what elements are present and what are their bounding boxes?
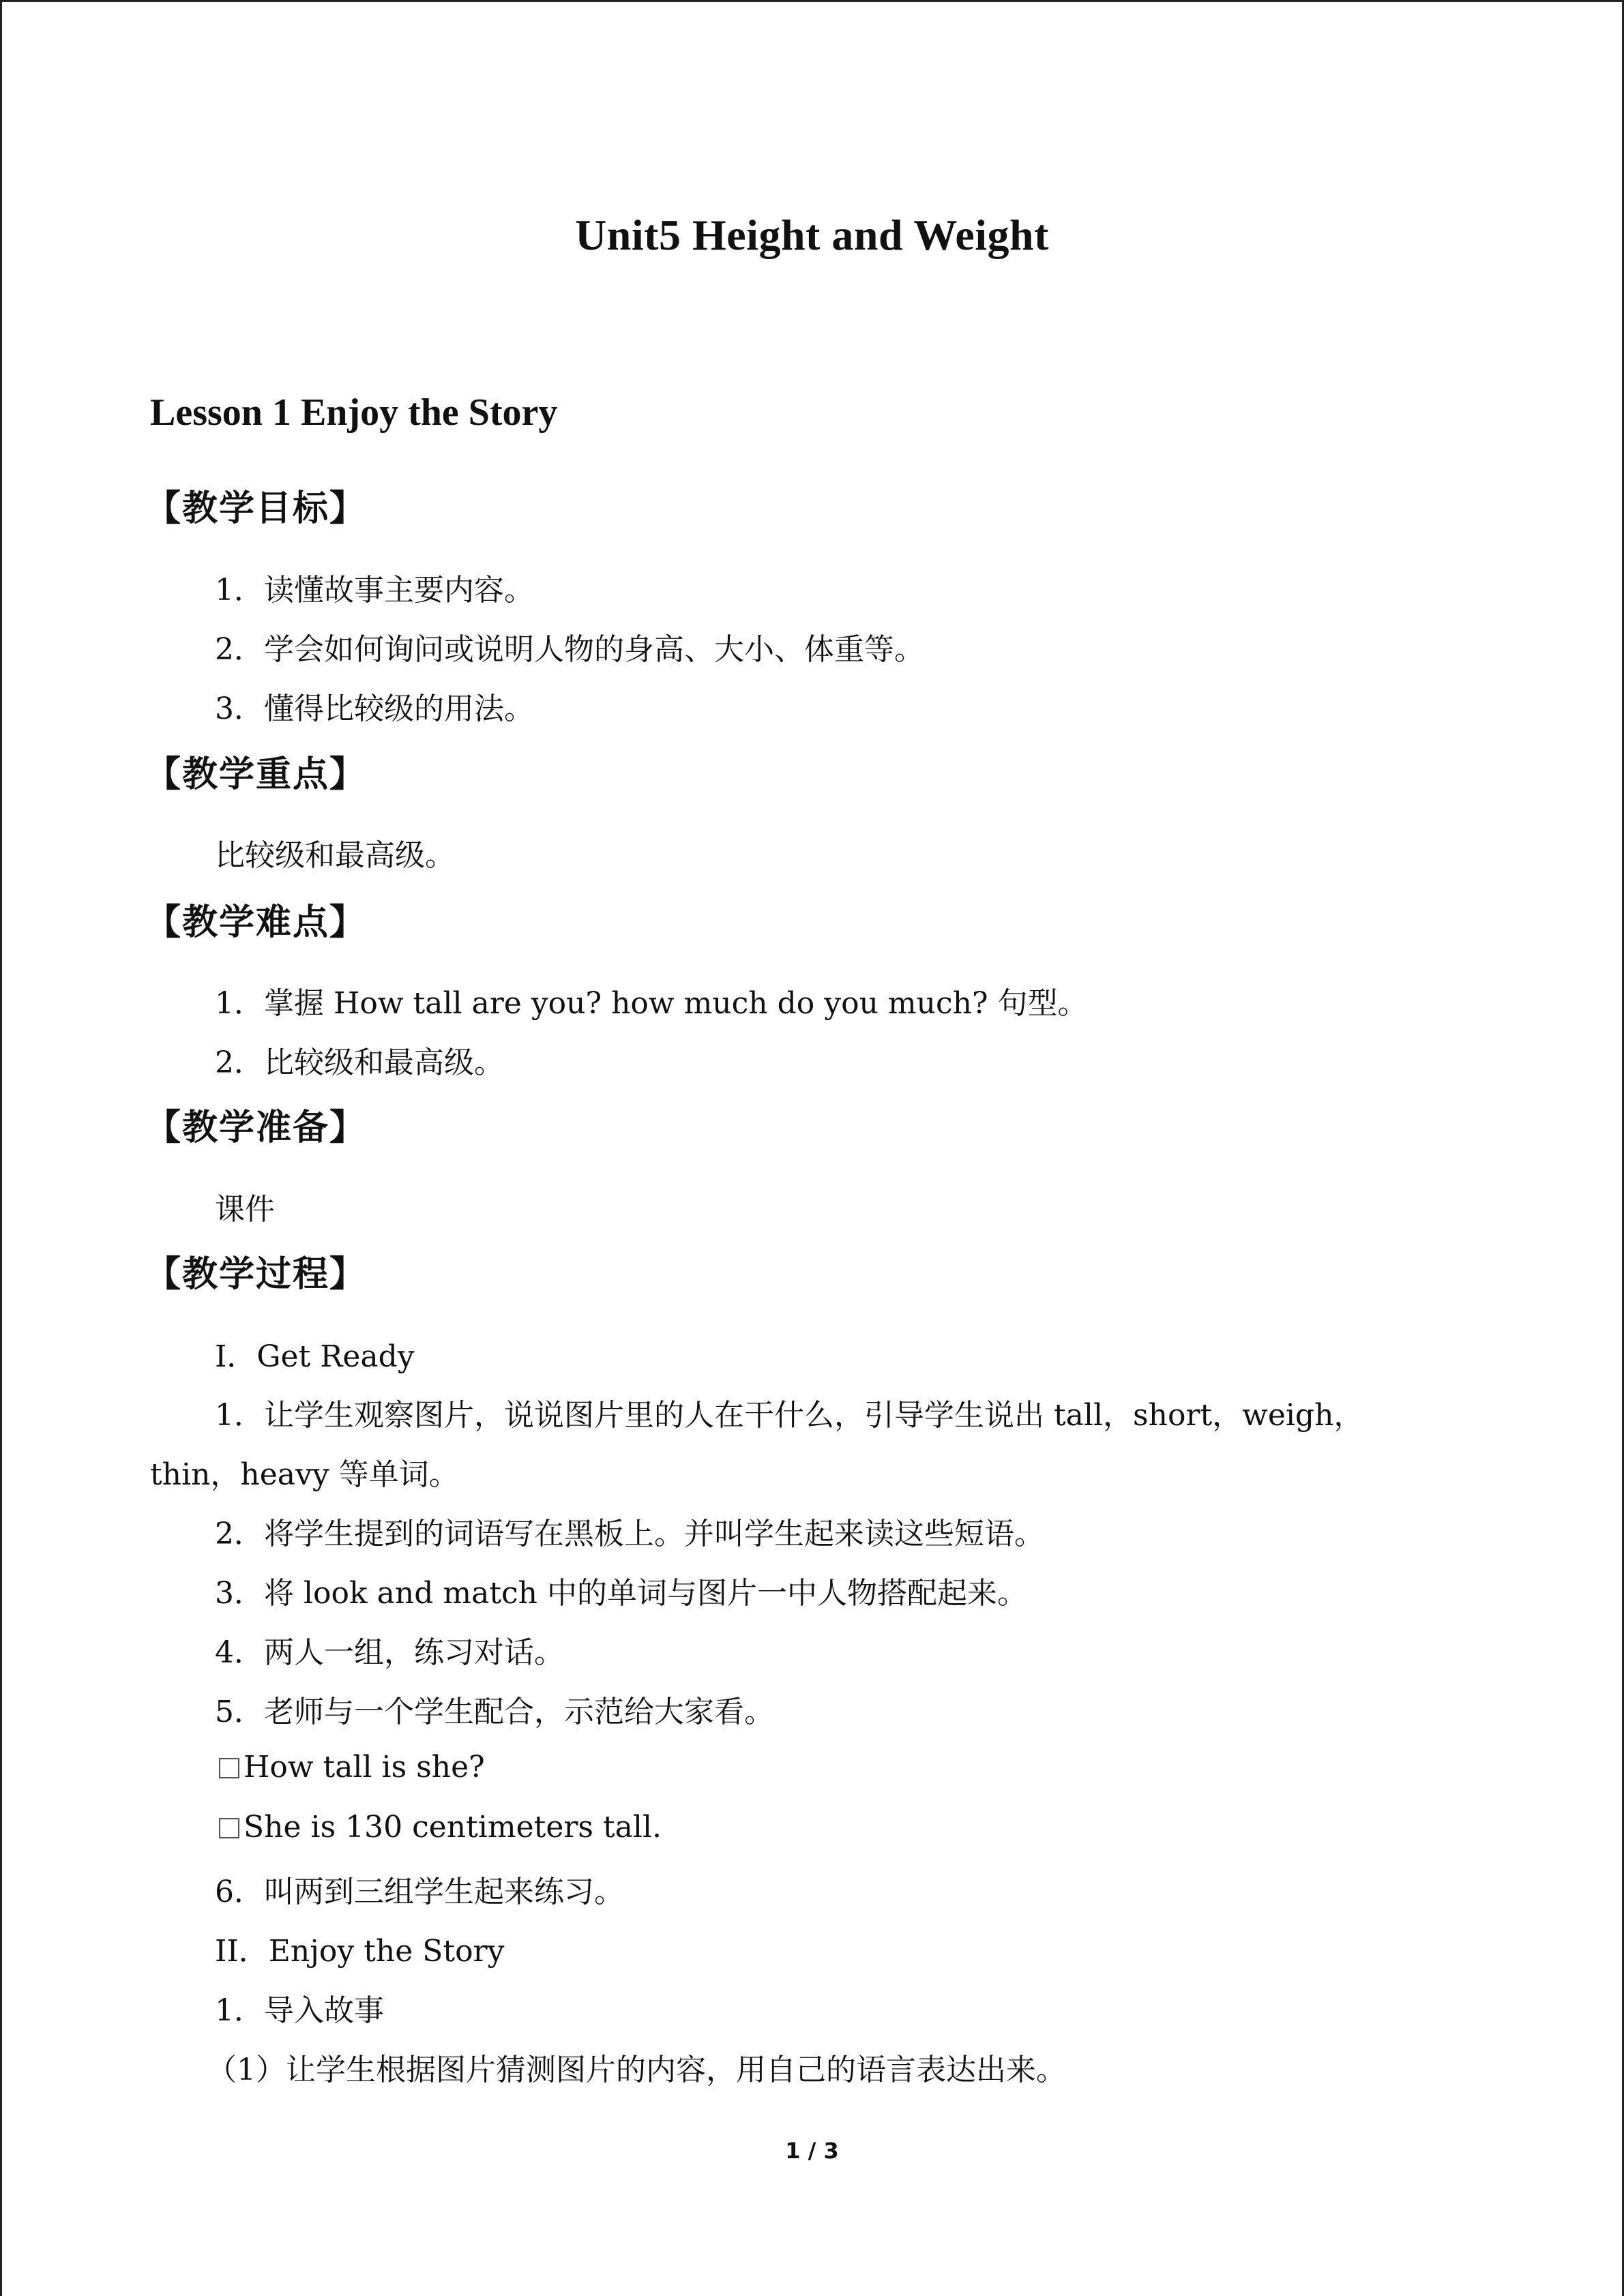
process-step6: 6．叫两到三组学生起来练习。 bbox=[215, 1875, 624, 1909]
section-key-points-heading: 【教学重点】 bbox=[145, 754, 367, 795]
section-difficulties-heading: 【教学难点】 bbox=[145, 902, 367, 943]
process-part2-sub1: （1）让学生根据图片猜测图片的内容，用自己的语言表达出来。 bbox=[207, 2053, 1066, 2087]
dialog-answer-line bbox=[219, 1810, 662, 1845]
lesson-heading: Lesson 1 Enjoy the Story bbox=[150, 391, 558, 434]
key-points-text: 比较级和最高级。 bbox=[215, 838, 455, 873]
section-process-heading: 【教学过程】 bbox=[145, 1254, 367, 1295]
section-objectives-heading: 【教学目标】 bbox=[145, 488, 367, 529]
objective-item-2: 2．学会如何询问或说明人物的身高、大小、体重等。 bbox=[215, 632, 924, 667]
checkbox-icon bbox=[219, 1758, 239, 1778]
preparation-text: 课件 bbox=[215, 1192, 275, 1227]
dialog-question: How tall is she? bbox=[243, 1750, 485, 1785]
difficulty-item-1: 1．掌握 How tall are you? how much do you much? 句型。 bbox=[215, 986, 1088, 1021]
process-step1-line2: thin，heavy 等单词。 bbox=[150, 1457, 459, 1492]
process-part2-step1: 1．导入故事 bbox=[215, 1993, 384, 2028]
process-step2: 2．将学生提到的词语写在黑板上。并叫学生起来读这些短语。 bbox=[215, 1517, 1044, 1551]
process-step5: 5．老师与一个学生配合，示范给大家看。 bbox=[215, 1695, 774, 1729]
objective-item-1: 1．读懂故事主要内容。 bbox=[215, 573, 534, 608]
objective-item-3: 3．懂得比较级的用法。 bbox=[215, 691, 534, 726]
dialog-answer: She is 130 centimeters tall. bbox=[243, 1810, 662, 1845]
dialog-question-line bbox=[219, 1750, 485, 1785]
process-part1-heading: I．Get Ready bbox=[215, 1339, 415, 1374]
process-step4: 4．两人一组，练习对话。 bbox=[215, 1635, 564, 1670]
document-title: Unit5 Height and Weight bbox=[575, 211, 1049, 259]
checkbox-icon bbox=[219, 1818, 239, 1838]
section-preparation-heading: 【教学准备】 bbox=[145, 1107, 367, 1148]
difficulty-item-2: 2．比较级和最高级。 bbox=[215, 1045, 504, 1080]
process-step3: 3．将 look and match 中的单词与图片一中人物搭配起来。 bbox=[215, 1576, 1028, 1611]
page-number: 1 / 3 bbox=[785, 2138, 839, 2164]
process-part2-heading: II．Enjoy the Story bbox=[215, 1934, 505, 1969]
process-step1-line1: 1．让学生观察图片，说说图片里的人在干什么，引导学生说出 tall，short，weigh， bbox=[215, 1398, 1364, 1433]
